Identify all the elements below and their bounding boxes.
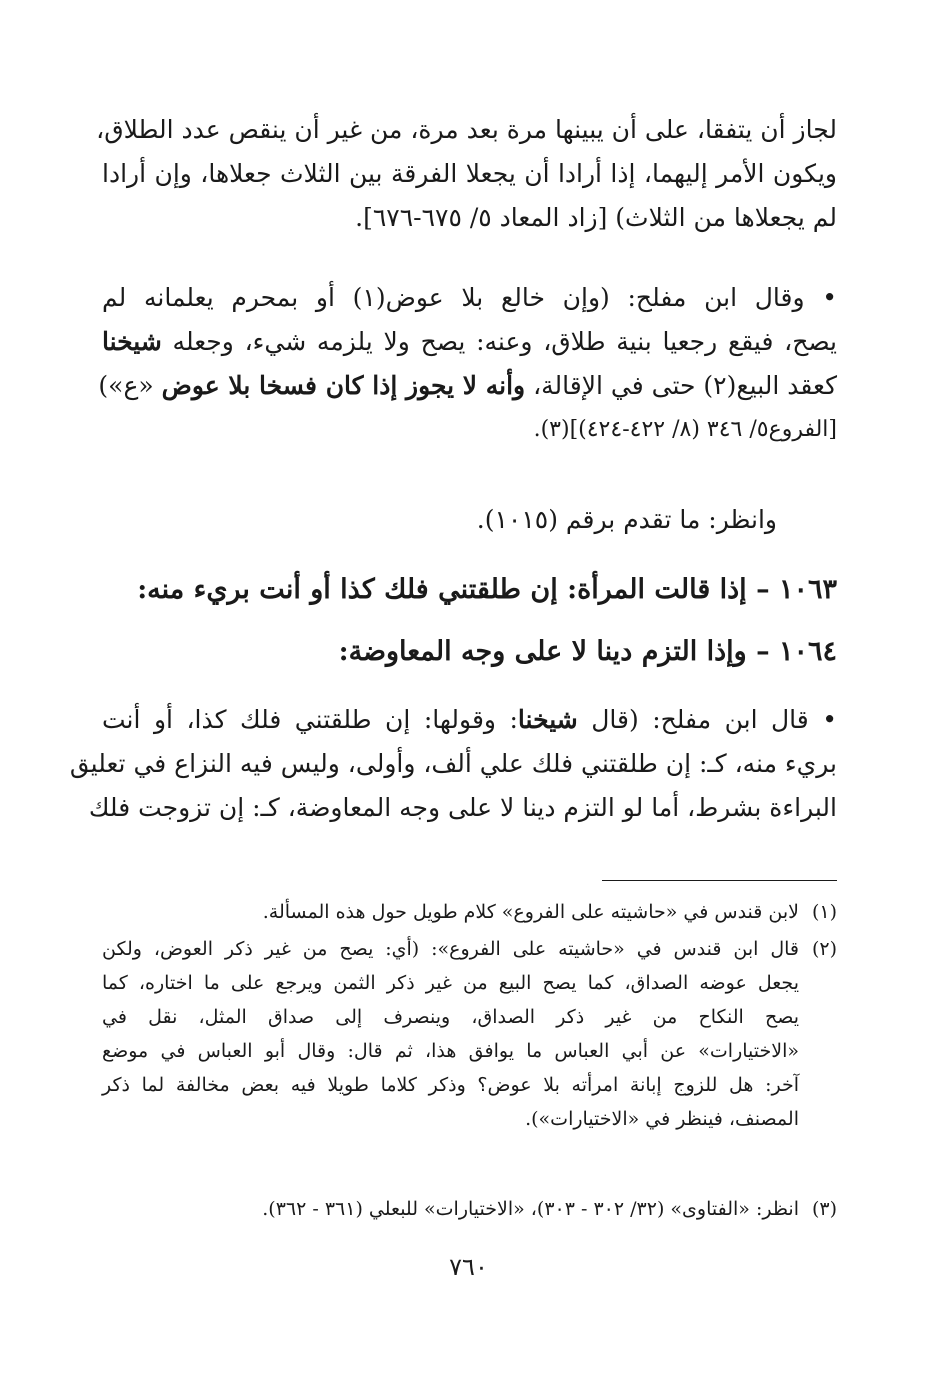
footnote-text: المصنف، فينظر في «الاختيارات»). <box>525 1108 799 1130</box>
footnote-text: لابن قندس في «حاشيته على الفروع» كلام طويل حول هذه المسألة. <box>262 901 799 923</box>
text-line: البراءة بشرط، أما لو التزم دينا لا على وجه المعاوضة، كـ: إن تزوجت فلك <box>88 793 837 822</box>
text-line: ويكون الأمر إليهما، إذا أرادا أن يجعلا الفرقة بين الثلاث جعلاها، وإن أرادا <box>102 159 837 188</box>
bold-term: شيخنا <box>517 705 578 734</box>
footnote-1 <box>102 895 837 929</box>
text-span: • قال ابن مفلح: (قال <box>577 705 837 734</box>
see-also-text: وانظر: ما تقدم برقم (١٠١٥). <box>476 505 777 534</box>
text-span: كعقد البيع(٢) حتى في الإقالة، <box>525 371 837 400</box>
heading-number: ١٠٦٣ <box>778 574 837 605</box>
heading-1064 <box>102 630 837 674</box>
paragraph-zad-al-maad <box>96 108 837 240</box>
text-line: لجاز أن يتفقا، على أن يبينها مرة بعد مرة، من غير أن ينقص عدد الطلاق، <box>96 115 837 144</box>
text-line <box>102 698 837 742</box>
footnote-3 <box>102 1192 837 1226</box>
heading-1063 <box>102 568 837 612</box>
footnote-text: يصح النكاح من غير ذكر الصداق، وينصرف إلى صداق المثل، نقل في <box>102 1006 799 1028</box>
heading-line <box>102 568 837 612</box>
reference-line: [الفروع٥/ ٣٤٦ (٨/ ٤٢٢-٤٢٤)](٣). <box>533 417 837 442</box>
text-line: بريء منه، كـ: إن طلقتني فلك علي ألف، وأولى، وليس فيه النزاع في تعليق <box>69 749 837 778</box>
text-line <box>102 320 837 364</box>
footnote-row <box>102 1192 837 1226</box>
heading-text: إذا قالت المرأة: إن طلقتني فلك كذا أو أنت بريء منه: <box>137 574 747 605</box>
page-number: ٧٦٠ <box>449 1253 488 1281</box>
footnote-number: (٣) <box>811 1198 837 1220</box>
text-line: • وقال ابن مفلح: (وإن خالع بلا عوض(١) أو بمحرم يعلمانه لم <box>102 283 837 312</box>
heading-dash: – <box>746 636 779 667</box>
heading-line <box>102 630 837 674</box>
footnote-number: (١) <box>811 901 837 923</box>
text-span: يصح، فيقع رجعيا بنية طلاق، وعنه: يصح ولا يلزمه شيء، وجعله <box>161 327 837 356</box>
footnote-text: قال ابن قندس في «حاشيته على الفروع»: (أي: يصح من غير ذكر العوض، ولكن <box>102 938 799 960</box>
heading-number: ١٠٦٤ <box>778 636 837 667</box>
paragraph-ibn-muflih-talaq <box>69 698 837 830</box>
footnote-text: انظر: «الفتاوى» (٣٢/ ٣٠٢ - ٣٠٣)، «الاختيارات» للبعلي (٣٦١ - ٣٦٢). <box>262 1198 799 1220</box>
text-span: «ع») <box>98 371 162 400</box>
bold-phrase: وأنه لا يجوز إذا كان فسخا بلا عوض <box>161 371 526 400</box>
text-span: : وقولها: إن طلقتني فلك كذا، أو أنت <box>102 705 518 734</box>
footnote-row <box>102 932 837 966</box>
text-line: لم يجعلاها من الثلاث) [زاد المعاد ٥/ ٦٧٥-٦٧٦]. <box>355 203 837 232</box>
footnote-separator <box>602 880 837 881</box>
footnote-text: آخر: هل للزوج إبانة امرأته بلا عوض؟ وذكر كلاما طويلا فيه بعض مخالفة لما ذكر <box>102 1074 799 1096</box>
footnote-number: (٢) <box>811 938 837 960</box>
paragraph-ibn-muflih-khul <box>98 276 837 452</box>
heading-dash: – <box>746 574 779 605</box>
heading-text: وإذا التزم دينا لا على وجه المعاوضة: <box>338 636 747 667</box>
see-also <box>102 498 837 542</box>
footnote-row <box>102 895 837 929</box>
text-line <box>98 364 837 408</box>
footnote-text: «الاختيارات» عن أبي العباس ما يوافق هذا، ثم قال: وقال أبو العباس في موضع <box>102 1040 799 1062</box>
footnote-2 <box>102 932 837 1136</box>
bold-term: شيخنا <box>102 327 162 356</box>
footnote-text: يجعل عوضه الصداق، كما يصح البيع من غير ذكر الثمن ويرجع على ما اختاره، كما <box>102 972 799 994</box>
